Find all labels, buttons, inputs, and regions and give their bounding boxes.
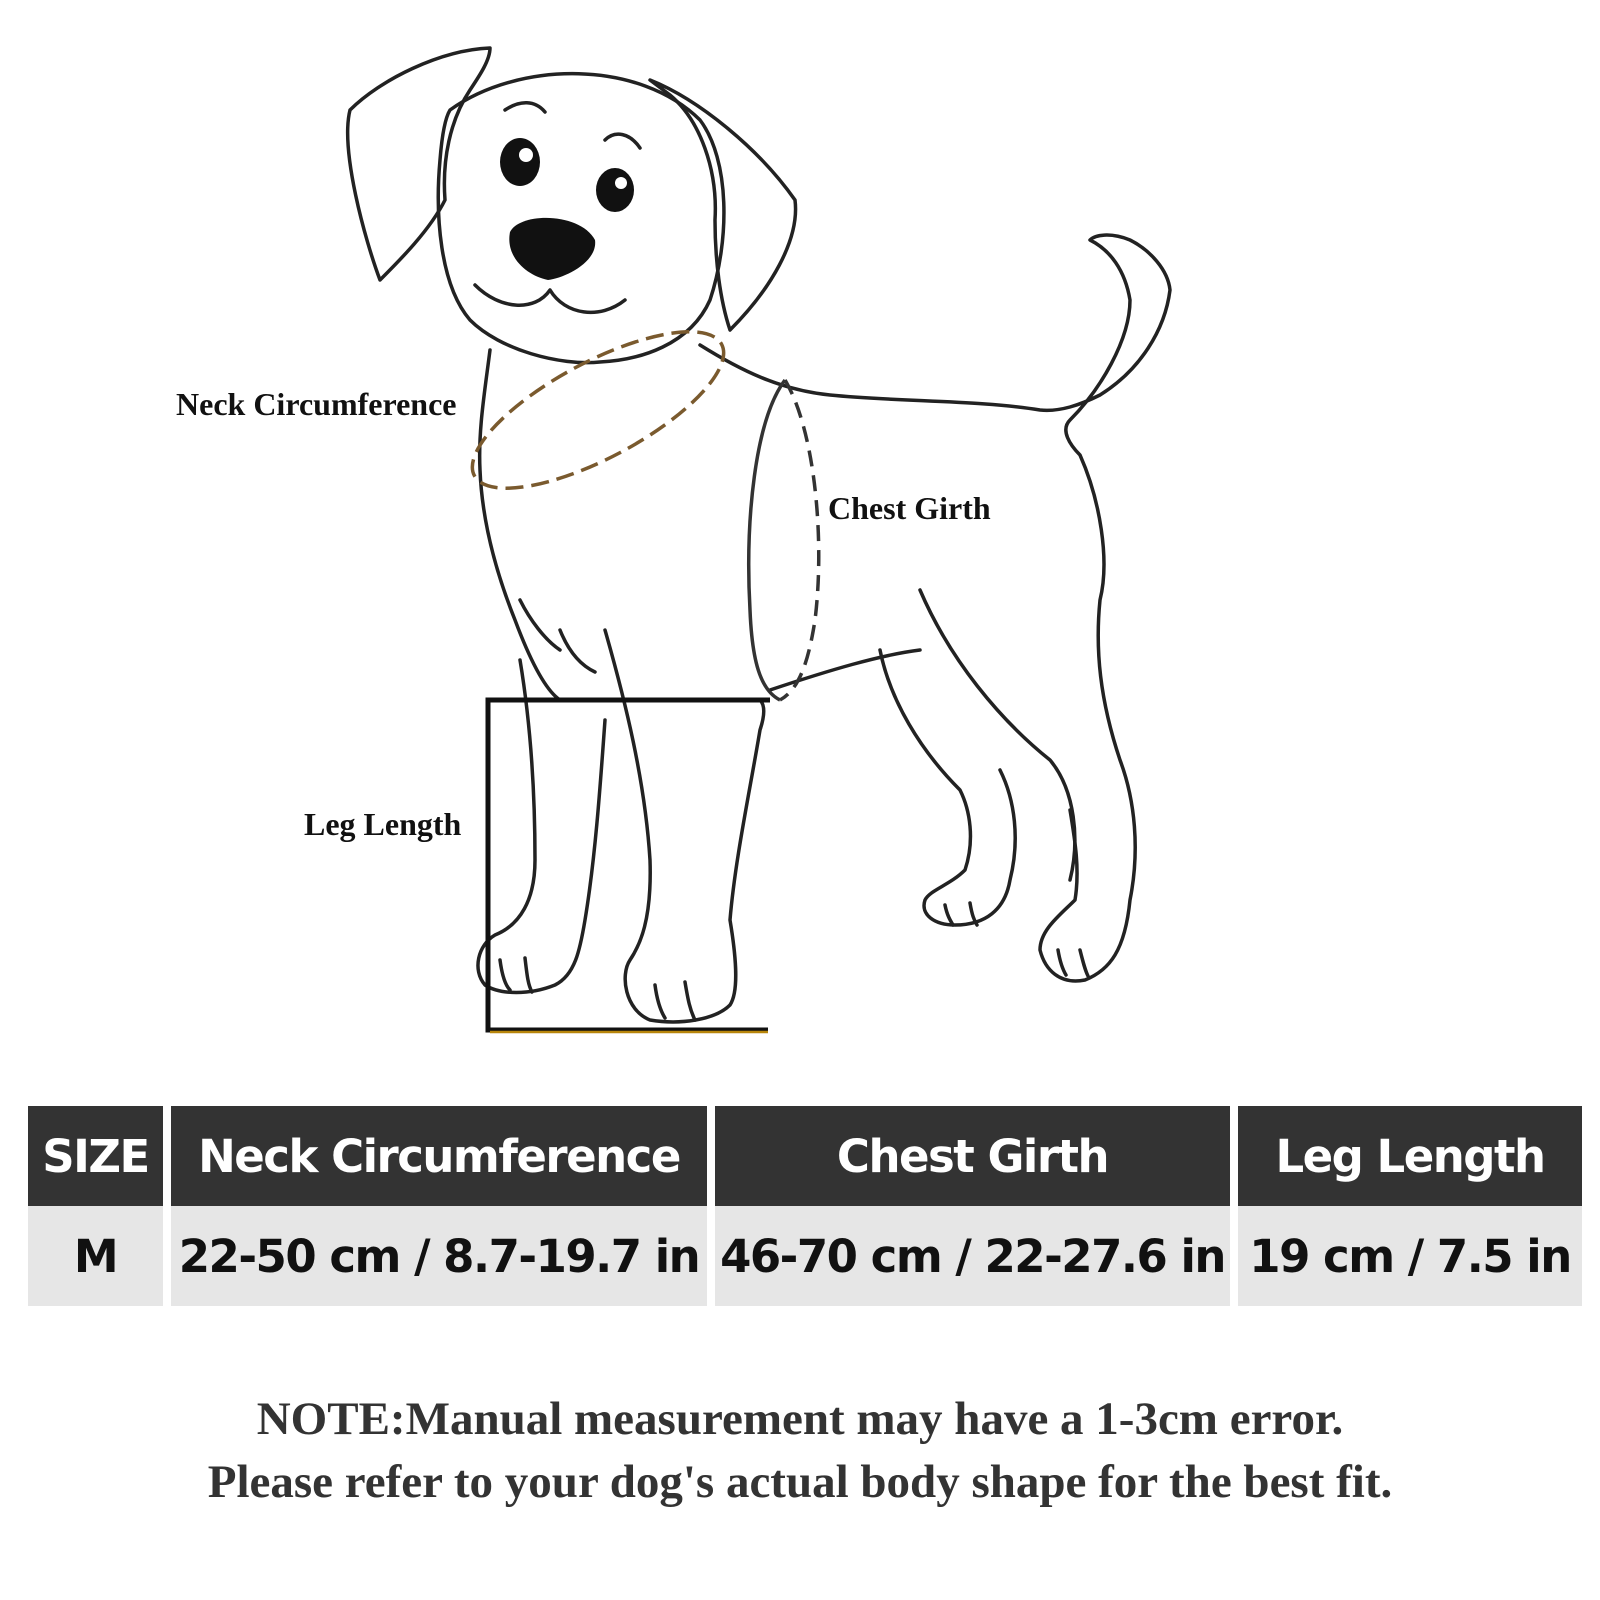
dog-right-brow (605, 134, 640, 148)
neck-circumference-label: Neck Circumference (176, 386, 457, 422)
dog-right-eye-highlight (615, 177, 627, 189)
dog-belly-outline (770, 650, 920, 690)
dog-front-left-leg (478, 660, 605, 993)
cell-chest-value: 46-70 cm / 22-27.6 in (715, 1206, 1230, 1306)
dog-left-ear (348, 48, 490, 280)
dog-right-eye (596, 168, 634, 212)
neck-measure-ring (452, 302, 744, 518)
leg-length-label: Leg Length (304, 806, 462, 842)
cell-size-value: M (28, 1206, 163, 1306)
cell-neck-value: 22-50 cm / 8.7-19.7 in (171, 1206, 707, 1306)
cell-leg-value: 19 cm / 7.5 in (1238, 1206, 1582, 1306)
dog-left-eye (500, 138, 540, 186)
dog-mouth (475, 285, 625, 312)
dog-front-right-paw-toes (655, 982, 695, 1020)
header-chest-girth: Chest Girth (715, 1106, 1230, 1206)
dog-back-outline (700, 235, 1170, 981)
dog-back-right-leg (920, 590, 1075, 880)
dog-left-eye-highlight (519, 148, 533, 162)
dog-front-right-leg (605, 630, 764, 1022)
dog-back-left-leg (880, 650, 1015, 925)
note-line-1: NOTE:Manual measurement may have a 1-3cm error. (256, 1393, 1344, 1445)
note-line-2: Please refer to your dog's actual body shape for the best fit. (207, 1456, 1393, 1508)
chest-girth-label: Chest Girth (828, 490, 991, 526)
chest-measure-front (749, 380, 785, 700)
header-neck-circumference: Neck Circumference (171, 1106, 707, 1206)
dog-nose (509, 218, 595, 280)
header-leg-length: Leg Length (1238, 1106, 1582, 1206)
header-size: SIZE (28, 1106, 163, 1206)
dog-front-left-paw-toes (500, 958, 532, 992)
chest-measure-back (780, 380, 819, 700)
dog-back-right-paw-toes (1058, 950, 1088, 976)
dog-left-brow (505, 103, 545, 112)
dog-head-outline (438, 74, 724, 363)
